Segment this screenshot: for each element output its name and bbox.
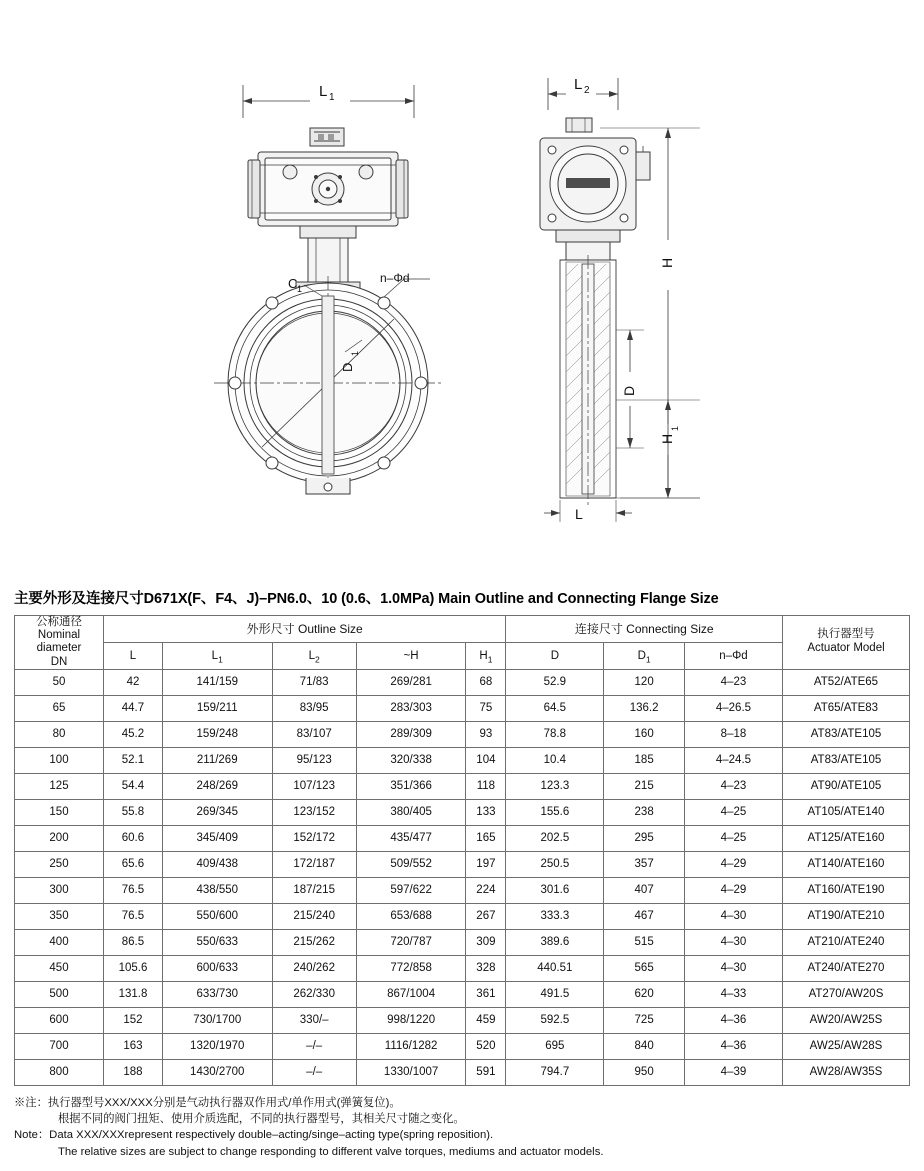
cell-nd: 4–29 — [684, 851, 782, 877]
cell-H1: 93 — [466, 721, 506, 747]
cell-L: 105.6 — [104, 955, 163, 981]
cell-L2: –/– — [272, 1033, 356, 1059]
cell-actuator-model: AT90/ATE105 — [783, 773, 910, 799]
cell-H: 867/1004 — [356, 981, 466, 1007]
cell-H: 320/338 — [356, 747, 466, 773]
cell-H: 509/552 — [356, 851, 466, 877]
cell-L: 60.6 — [104, 825, 163, 851]
cell-L: 188 — [104, 1059, 163, 1085]
cell-D1: 120 — [604, 669, 685, 695]
cell-H1: 165 — [466, 825, 506, 851]
cell-H1: 520 — [466, 1033, 506, 1059]
cell-H1: 459 — [466, 1007, 506, 1033]
dn-head-line1: 公称通径 — [36, 615, 82, 628]
cell-L2: 152/172 — [272, 825, 356, 851]
cell-D1: 136.2 — [604, 695, 685, 721]
cell-L: 54.4 — [104, 773, 163, 799]
cell-L: 76.5 — [104, 903, 163, 929]
cell-D1: 620 — [604, 981, 685, 1007]
cell-nominal-diameter: 500 — [15, 981, 104, 1007]
cell-L1: 600/633 — [162, 955, 272, 981]
act-head-line2: Actuator Model — [807, 642, 885, 655]
cell-D: 695 — [506, 1033, 604, 1059]
cell-D: 64.5 — [506, 695, 604, 721]
cell-D: 202.5 — [506, 825, 604, 851]
cell-actuator-model: AT83/ATE105 — [783, 721, 910, 747]
column-header-H1: $H_1$ — [466, 642, 506, 669]
cell-nominal-diameter: 800 — [15, 1059, 104, 1085]
cell-actuator-model: AT190/ATE210 — [783, 903, 910, 929]
table-row — [15, 721, 910, 747]
cell-nominal-diameter: 250 — [15, 851, 104, 877]
cell-nominal-diameter: 100 — [15, 747, 104, 773]
cell-H: 1116/1282 — [356, 1033, 466, 1059]
cell-H: 998/1220 — [356, 1007, 466, 1033]
cell-L1: 550/600 — [162, 903, 272, 929]
label-h1-subscript: 1 — [670, 425, 680, 431]
dn-head-line2: Nominal — [37, 629, 81, 642]
cell-H1: 591 — [466, 1059, 506, 1085]
cell-L1: 550/633 — [162, 929, 272, 955]
cell-L: 42 — [104, 669, 163, 695]
cell-D1: 185 — [604, 747, 685, 773]
table-row — [15, 929, 910, 955]
cell-L1: 159/211 — [162, 695, 272, 721]
table-row — [15, 773, 910, 799]
cell-L2: –/– — [272, 1059, 356, 1085]
cell-nd: 4–30 — [684, 929, 782, 955]
label-l2: L — [574, 76, 583, 93]
column-header-D1: $D_1$ — [604, 642, 685, 669]
table-row — [15, 903, 910, 929]
cell-D: 301.6 — [506, 877, 604, 903]
label-c1: C — [288, 276, 298, 291]
cell-L: 163 — [104, 1033, 163, 1059]
cell-L1: 141/159 — [162, 669, 272, 695]
dn-head-line3: diameter — [36, 642, 82, 655]
cell-H: 597/622 — [356, 877, 466, 903]
section-title: 主要外形及连接尺寸D671X(F、F4、J)–PN6.0、10 (0.6、1.0MPa) Main Outline and Connecting Flange Size — [14, 591, 719, 607]
act-head-line1: 执行器型号 — [817, 628, 875, 641]
label-n-phi-d: n–Φd — [380, 271, 410, 285]
column-header-D: D — [506, 642, 604, 669]
cell-L2: 123/152 — [272, 799, 356, 825]
table-header-row-1 — [15, 615, 910, 642]
label-d: D — [621, 385, 637, 396]
spec-table-wrap — [14, 615, 910, 1086]
cell-L2: 172/187 — [272, 851, 356, 877]
note-en-line-1: Data XXX/XXXrepresent respectively double–acting/singe–acting type(spring reposition). — [49, 1129, 494, 1142]
cell-H: 1330/1007 — [356, 1059, 466, 1085]
cell-nd: 4–36 — [684, 1033, 782, 1059]
cell-D: 440.51 — [506, 955, 604, 981]
cell-nominal-diameter: 150 — [15, 799, 104, 825]
table-row — [15, 1033, 910, 1059]
cell-H1: 133 — [466, 799, 506, 825]
cell-H: 653/688 — [356, 903, 466, 929]
cell-L2: 71/83 — [272, 669, 356, 695]
label-l1: L — [319, 83, 328, 100]
cell-D: 389.6 — [506, 929, 604, 955]
cell-D: 52.9 — [506, 669, 604, 695]
cell-nd: 8–18 — [684, 721, 782, 747]
label-c1-subscript: 1 — [297, 284, 303, 294]
cell-L1: 248/269 — [162, 773, 272, 799]
cell-L: 55.8 — [104, 799, 163, 825]
cell-L: 52.1 — [104, 747, 163, 773]
cell-H: 351/366 — [356, 773, 466, 799]
note-en-row-1 — [14, 1127, 910, 1143]
cell-D: 333.3 — [506, 903, 604, 929]
cell-L1: 409/438 — [162, 851, 272, 877]
cell-nd: 4–24.5 — [684, 747, 782, 773]
table-row — [15, 877, 910, 903]
cell-L1: 269/345 — [162, 799, 272, 825]
cell-L: 76.5 — [104, 877, 163, 903]
cell-nominal-diameter: 600 — [15, 1007, 104, 1033]
cell-L: 86.5 — [104, 929, 163, 955]
cell-H: 380/405 — [356, 799, 466, 825]
cell-nd: 4–33 — [684, 981, 782, 1007]
cell-nominal-diameter: 700 — [15, 1033, 104, 1059]
cell-L1: 438/550 — [162, 877, 272, 903]
cell-nd: 4–39 — [684, 1059, 782, 1085]
cell-H: 772/858 — [356, 955, 466, 981]
cell-nd: 4–26.5 — [684, 695, 782, 721]
cell-L: 131.8 — [104, 981, 163, 1007]
cell-actuator-model: AT160/ATE190 — [783, 877, 910, 903]
cell-nd: 4–30 — [684, 903, 782, 929]
cell-H1: 118 — [466, 773, 506, 799]
cell-actuator-model: AT105/ATE140 — [783, 799, 910, 825]
cell-L1: 730/1700 — [162, 1007, 272, 1033]
cell-H1: 309 — [466, 929, 506, 955]
cell-H1: 68 — [466, 669, 506, 695]
cell-nd: 4–23 — [684, 669, 782, 695]
label-d1: D — [340, 362, 355, 372]
cell-H1: 197 — [466, 851, 506, 877]
table-header-row-2 — [15, 642, 910, 669]
cell-H1: 328 — [466, 955, 506, 981]
column-header-H: ~H — [356, 642, 466, 669]
cell-D1: 515 — [604, 929, 685, 955]
column-header-L2: $L_2$ — [272, 642, 356, 669]
cell-nominal-diameter: 50 — [15, 669, 104, 695]
cell-L: 45.2 — [104, 721, 163, 747]
table-row — [15, 825, 910, 851]
cell-L2: 187/215 — [272, 877, 356, 903]
note-cn-line-2: 根据不同的阀门扭矩、使用介质选配，不同的执行器型号，其相关尺寸随之变化。 — [58, 1113, 465, 1126]
cell-nominal-diameter: 80 — [15, 721, 104, 747]
table-head — [15, 615, 910, 669]
cell-nd: 4–30 — [684, 955, 782, 981]
cell-nominal-diameter: 65 — [15, 695, 104, 721]
cell-nd: 4–29 — [684, 877, 782, 903]
cell-D1: 215 — [604, 773, 685, 799]
notes-block — [14, 1095, 910, 1161]
cell-nd: 4–25 — [684, 799, 782, 825]
cell-D: 10.4 — [506, 747, 604, 773]
note-cn-line-1: 执行器型号XXX/XXX分别是气动执行器双作用式/单作用式(弹簧复位)。 — [47, 1096, 401, 1109]
cell-L1: 1430/2700 — [162, 1059, 272, 1085]
table-row — [15, 1059, 910, 1085]
cell-L1: 211/269 — [162, 747, 272, 773]
cell-L1: 1320/1970 — [162, 1033, 272, 1059]
cell-D: 592.5 — [506, 1007, 604, 1033]
note-en-label: Note： — [14, 1129, 50, 1142]
cell-actuator-model: AT83/ATE105 — [783, 747, 910, 773]
note-cn-label: ※注： — [14, 1096, 48, 1109]
note-cn-row-1 — [14, 1095, 910, 1111]
cell-D: 250.5 — [506, 851, 604, 877]
cell-D1: 467 — [604, 903, 685, 929]
cell-D: 794.7 — [506, 1059, 604, 1085]
cell-D: 491.5 — [506, 981, 604, 1007]
cell-H: 283/303 — [356, 695, 466, 721]
cell-actuator-model: AW20/AW25S — [783, 1007, 910, 1033]
note-en-line-2: The relative sizes are subject to change responding to different valve torques, mediums and actuator models. — [58, 1145, 604, 1158]
cell-actuator-model: AW28/AW35S — [783, 1059, 910, 1085]
cell-H1: 104 — [466, 747, 506, 773]
cell-L2: 107/123 — [272, 773, 356, 799]
cell-D1: 238 — [604, 799, 685, 825]
header-actuator-model — [783, 615, 910, 669]
header-nominal-diameter — [15, 615, 104, 669]
cell-H1: 267 — [466, 903, 506, 929]
cell-nd: 4–25 — [684, 825, 782, 851]
cell-L2: 83/107 — [272, 721, 356, 747]
table-row — [15, 1007, 910, 1033]
cell-actuator-model: AT140/ATE160 — [783, 851, 910, 877]
cell-L: 44.7 — [104, 695, 163, 721]
header-connecting-size: 连接尺寸 Connecting Size — [506, 615, 783, 642]
cell-nominal-diameter: 300 — [15, 877, 104, 903]
cell-L1: 159/248 — [162, 721, 272, 747]
cell-D1: 295 — [604, 825, 685, 851]
label-l: L — [575, 506, 583, 522]
cell-L2: 240/262 — [272, 955, 356, 981]
cell-D1: 725 — [604, 1007, 685, 1033]
table-row — [15, 799, 910, 825]
cell-nominal-diameter: 400 — [15, 929, 104, 955]
cell-nominal-diameter: 200 — [15, 825, 104, 851]
cell-actuator-model: AT65/ATE83 — [783, 695, 910, 721]
label-l2-subscript: 2 — [584, 85, 590, 96]
cell-L2: 83/95 — [272, 695, 356, 721]
table-row — [15, 955, 910, 981]
cell-L2: 262/330 — [272, 981, 356, 1007]
cell-H: 269/281 — [356, 669, 466, 695]
table-row — [15, 851, 910, 877]
cell-D1: 160 — [604, 721, 685, 747]
dimension-table — [14, 615, 910, 1086]
cell-D1: 840 — [604, 1033, 685, 1059]
cell-actuator-model: AT240/ATE270 — [783, 955, 910, 981]
label-d1-subscript: 1 — [350, 350, 360, 356]
cell-nominal-diameter: 450 — [15, 955, 104, 981]
cell-H1: 361 — [466, 981, 506, 1007]
cell-D: 78.8 — [506, 721, 604, 747]
cell-L: 152 — [104, 1007, 163, 1033]
header-outline-size: 外形尺寸 Outline Size — [104, 615, 506, 642]
cell-L2: 215/262 — [272, 929, 356, 955]
label-h: H — [659, 257, 675, 268]
table-body — [15, 669, 910, 1085]
column-header-L: L — [104, 642, 163, 669]
cell-actuator-model: AT270/AW20S — [783, 981, 910, 1007]
cell-L2: 330/– — [272, 1007, 356, 1033]
cell-actuator-model: AW25/AW28S — [783, 1033, 910, 1059]
label-h1: H — [659, 433, 675, 444]
cell-H1: 224 — [466, 877, 506, 903]
table-row — [15, 747, 910, 773]
cell-L1: 345/409 — [162, 825, 272, 851]
column-header-nd: n–Φd — [684, 642, 782, 669]
dn-head-line4: DN — [50, 655, 68, 668]
cell-nd: 4–36 — [684, 1007, 782, 1033]
cell-H: 435/477 — [356, 825, 466, 851]
cell-D1: 565 — [604, 955, 685, 981]
cell-nominal-diameter: 350 — [15, 903, 104, 929]
cell-actuator-model: AT210/ATE240 — [783, 929, 910, 955]
cell-H: 720/787 — [356, 929, 466, 955]
cell-H: 289/309 — [356, 721, 466, 747]
table-row — [15, 669, 910, 695]
label-l1-subscript: 1 — [329, 92, 335, 103]
cell-L1: 633/730 — [162, 981, 272, 1007]
cell-L: 65.6 — [104, 851, 163, 877]
cell-actuator-model: AT52/ATE65 — [783, 669, 910, 695]
cell-actuator-model: AT125/ATE160 — [783, 825, 910, 851]
cell-D1: 950 — [604, 1059, 685, 1085]
cell-D1: 407 — [604, 877, 685, 903]
cell-H1: 75 — [466, 695, 506, 721]
table-row — [15, 981, 910, 1007]
cell-L2: 95/123 — [272, 747, 356, 773]
cell-D1: 357 — [604, 851, 685, 877]
table-row — [15, 695, 910, 721]
cell-D: 155.6 — [506, 799, 604, 825]
cell-nd: 4–23 — [684, 773, 782, 799]
cell-nominal-diameter: 125 — [15, 773, 104, 799]
column-header-L1: $L_1$ — [162, 642, 272, 669]
cell-D: 123.3 — [506, 773, 604, 799]
cell-L2: 215/240 — [272, 903, 356, 929]
